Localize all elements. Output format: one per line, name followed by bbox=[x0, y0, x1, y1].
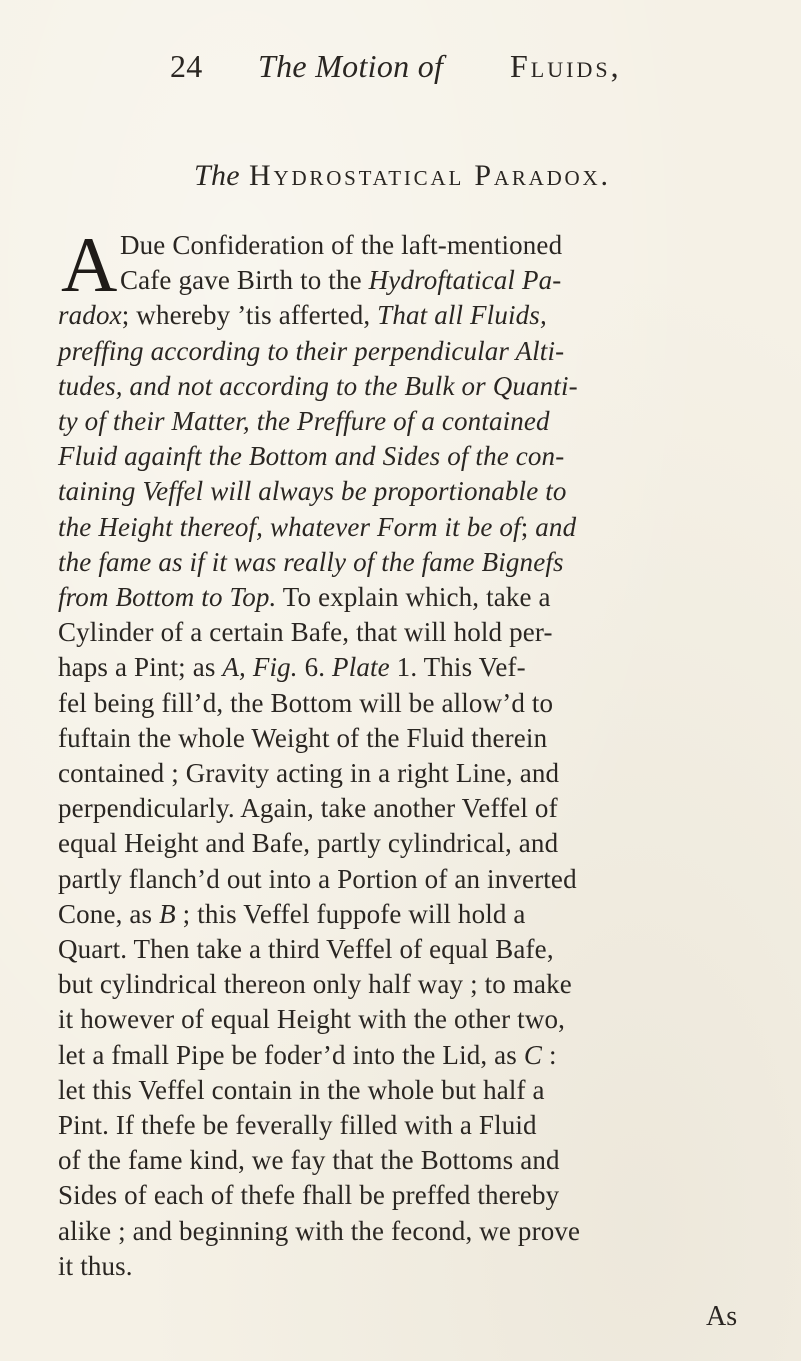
text-run: fuftain the whole Weight of the Fluid therein bbox=[58, 722, 548, 753]
text-line bbox=[58, 686, 770, 720]
text-run: C bbox=[523, 1039, 543, 1070]
text-run: the Height thereof, whatever Form it be of bbox=[58, 511, 521, 542]
text-run: of the fame kind, we fay that the Bottoms and bbox=[58, 1145, 560, 1176]
text-run: ; bbox=[520, 511, 536, 542]
text-line bbox=[58, 298, 770, 332]
text-run: Pint. If thefe be feverally filled with a Fluid bbox=[58, 1110, 537, 1140]
text-run: That all Fluids, bbox=[377, 300, 547, 331]
text-run: equal Height and Bafe, partly cylindrical, and bbox=[58, 828, 559, 859]
text-run: Hydroftatical Pa- bbox=[368, 265, 562, 296]
text-run: Cafe gave Birth to the bbox=[120, 265, 369, 296]
text-run: perpendicularly. Again, take another Veffel of bbox=[58, 793, 558, 824]
text-run: let a fmall Pipe be foder’d into the Lid, as bbox=[58, 1039, 524, 1070]
drop-cap: A bbox=[61, 221, 118, 308]
text-line bbox=[58, 1143, 770, 1177]
text-line bbox=[58, 1178, 770, 1212]
text-run: and bbox=[535, 511, 577, 542]
text-run: it thus. bbox=[58, 1250, 133, 1281]
text-line bbox=[58, 1249, 770, 1283]
text-line bbox=[58, 615, 770, 649]
text-run: ; whereby ’tis afferted, bbox=[121, 300, 378, 331]
text-run: it however of equal Height with the other two, bbox=[58, 1004, 566, 1035]
text-run: haps a Pint; as bbox=[58, 652, 223, 683]
text-run: Due Confideration of the laft-mentioned bbox=[120, 230, 563, 260]
text-run: ; this Veffel fuppofe will hold a bbox=[175, 898, 526, 929]
text-run: 1. This Vef- bbox=[389, 652, 526, 683]
section-title bbox=[194, 156, 754, 196]
running-head-word: Fluids, bbox=[510, 48, 622, 84]
text-run: Sides of each of thefe fhall be preffed thereby bbox=[58, 1180, 560, 1211]
text-line bbox=[58, 791, 770, 825]
text-run: Cylinder of a certain Bafe, that will hold per- bbox=[58, 617, 553, 648]
text-run: To explain which, take a bbox=[276, 582, 551, 612]
text-line bbox=[58, 721, 770, 755]
text-run: from Bottom to Top. bbox=[58, 582, 277, 612]
text-run: preffing according to their perpendicular Alti- bbox=[58, 335, 565, 366]
text-line bbox=[58, 1214, 770, 1248]
text-line bbox=[58, 369, 770, 403]
text-line bbox=[58, 1038, 770, 1072]
text-line bbox=[58, 967, 770, 1001]
text-run: fel being fill’d, the Bottom will be allow’d to bbox=[58, 687, 554, 718]
text-line bbox=[58, 862, 770, 896]
text-line bbox=[58, 404, 770, 438]
catchword: As bbox=[706, 1301, 738, 1332]
text-line bbox=[58, 1108, 770, 1142]
text-line bbox=[58, 756, 770, 790]
section-title-lead: The bbox=[194, 159, 240, 192]
text-line bbox=[58, 650, 770, 684]
text-run: partly flanch’d out into a Portion of an inverted bbox=[58, 863, 577, 894]
text-line bbox=[58, 580, 770, 614]
text-run: tudes, and not according to the Bulk or Quanti- bbox=[58, 370, 578, 401]
text-line bbox=[58, 474, 770, 508]
text-run: Fluid againft the Bottom and Sides of the con- bbox=[58, 441, 565, 472]
text-run: the fame as if it was really of the fame Bignefs bbox=[58, 546, 564, 577]
text-line bbox=[120, 263, 770, 297]
text-line bbox=[58, 510, 770, 544]
text-run: but cylindrical thereon only half way ; to make bbox=[58, 969, 572, 1000]
text-line bbox=[58, 932, 770, 966]
page-number: 24 bbox=[170, 48, 203, 84]
section-title-rest: Hydrostatical Paradox. bbox=[249, 159, 611, 192]
text-line bbox=[58, 826, 770, 860]
running-head-title: The Motion of bbox=[258, 48, 444, 84]
text-run: let this Veffel contain in the whole but half a bbox=[58, 1074, 545, 1105]
text-run: Plate bbox=[332, 652, 390, 683]
text-line bbox=[58, 334, 770, 368]
running-head bbox=[170, 40, 650, 92]
text-run: : bbox=[542, 1039, 557, 1070]
text-run: Cone, as bbox=[58, 898, 160, 929]
text-run: radox bbox=[58, 300, 122, 331]
text-line bbox=[58, 545, 770, 579]
text-line bbox=[58, 1002, 770, 1036]
text-run: A, Fig. bbox=[222, 652, 298, 683]
text-run: B bbox=[159, 898, 176, 929]
text-run: Quart. Then take a third Veffel of equal Bafe, bbox=[58, 934, 554, 964]
text-run: taining Veffel will always be proportionable to bbox=[58, 476, 567, 507]
text-run: contained ; Gravity acting in a right Line, and bbox=[58, 758, 560, 788]
text-run: alike ; and beginning with the fecond, we prove bbox=[58, 1215, 581, 1246]
text-run: ty of their Matter, the Preffure of a contained bbox=[58, 406, 550, 436]
text-line bbox=[58, 1073, 770, 1107]
text-line bbox=[58, 439, 770, 473]
text-line bbox=[120, 228, 770, 262]
text-line bbox=[58, 897, 770, 931]
text-run: 6. bbox=[297, 652, 333, 683]
